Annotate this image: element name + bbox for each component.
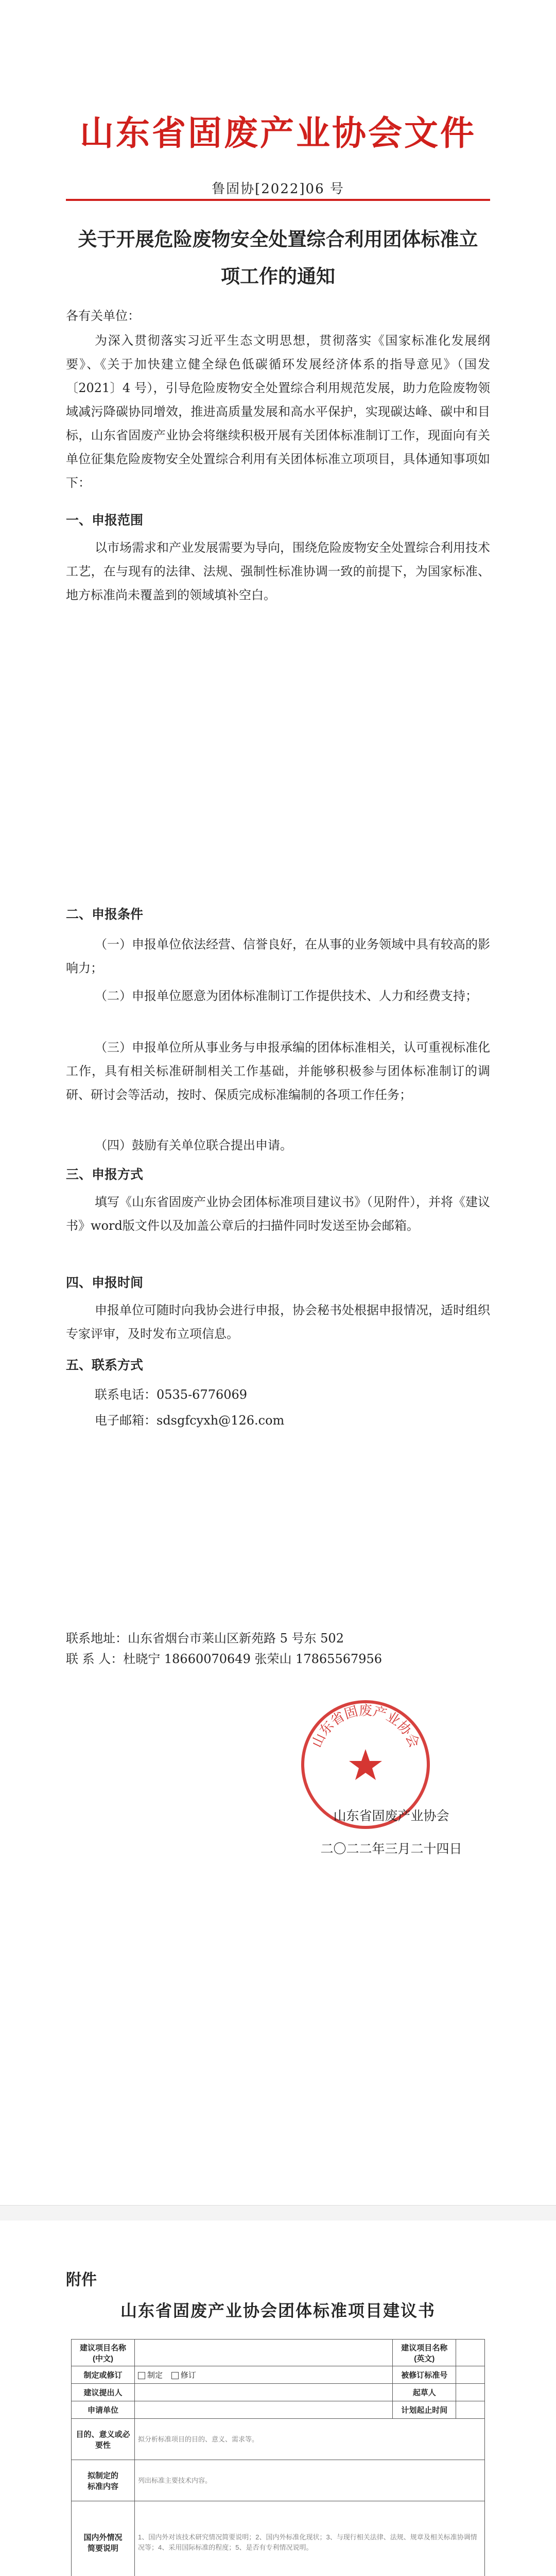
section-2-heading: 二、申报条件 [66, 907, 144, 922]
label-replace: 被修订标准号 [393, 2366, 456, 2384]
section-3-text: 填写《山东省固废产业协会团体标准项目建议书》（见附件），并将《建议书》word版文件以及加盖公章后的扫描件同时发送至协会邮箱。 [66, 1195, 490, 1233]
type-option-revise: 修订 [180, 2371, 196, 2380]
section-2-item-1: （一）申报单位依法经营、信誉良好，在从事的业务领域中具有较高的影响力； [66, 937, 490, 975]
type-option-create: 制定 [147, 2371, 163, 2380]
label-scope: 目的、意义或必要性 [72, 2419, 135, 2460]
red-divider [66, 199, 490, 201]
document-page-2 [0, 2221, 556, 2576]
label-status: 国内外情况 简要说明 [72, 2501, 135, 2576]
section-2-item-2: （二）申报单位愿意为团体标准制订工作提供技术、人力和经费支持； [95, 989, 478, 1003]
label-name-cn: 建议项目名称 (中文) [72, 2340, 135, 2366]
footer-address: 联系地址：山东省烟台市莱山区新苑路 5 号东 502 [66, 1631, 344, 1646]
section-2-item-4: （四）鼓励有关单位联合提出申请。 [95, 1138, 292, 1153]
section-1-heading: 一、申报范围 [66, 513, 144, 528]
section-4-heading: 四、申报时间 [66, 1275, 144, 1290]
section-5-heading: 五、联系方式 [66, 1358, 144, 1372]
label-type: 制定或修订 [72, 2366, 135, 2384]
field-name-cn[interactable] [135, 2340, 393, 2366]
label-tech: 拟制定的 标准内容 [72, 2460, 135, 2501]
field-drafter[interactable] [456, 2384, 485, 2401]
document-number: 鲁固协[2022]06 号 [212, 181, 344, 197]
checkbox-revise[interactable] [171, 2372, 179, 2379]
section-1-text: 以市场需求和产业发展需要为导向，围绕危险废物安全处置综合利用技术工艺，在与现有的法律、法规、强制性标准协调一致的前提下，为国家标准、地方标准尚未覆盖到的领域填补空白。 [66, 540, 490, 602]
page-separator [0, 2205, 556, 2222]
signature-date: 二〇二二年三月二十四日 [320, 1841, 462, 1856]
field-scope[interactable]: 拟分析标准项目的目的、意义、需求等。 [135, 2419, 485, 2460]
label-applicant: 建议提出人 [72, 2384, 135, 2401]
form-title: 山东省固废产业协会团体标准项目建议书 [120, 2301, 436, 2320]
org-title: 山东省固废产业协会文件 [80, 113, 476, 153]
intro-paragraph: 为深入贯彻落实习近平生态文明思想，贯彻落实《国家标准化发展纲要》、《关于加快建立健全绿色低碳循环发展经济体系的指导意见》（国发〔2021〕4 号），引导危险废物安全处置综合利用规范发展，助力危险废物领域减污降碳协同增效，推进高质量发展和高水平保护，实现碳达峰、碳中和目标，山东省固废产业协会将继续积极开展有关团体标准制订工作，现面向有关单位征集危险废物安全处置综合利用有关团体标准立项项目，具体通知事项如下： [66, 333, 490, 490]
field-status[interactable]: 1、国内外对该技术研究情况简要说明；2、国内外标准化现状；3、与现行相关法律、法规、规章及相关标准协调情况等；4、采用国际标准的程度；5、是否有专利情况说明。 [135, 2501, 485, 2576]
field-name-en[interactable] [456, 2340, 485, 2366]
field-applicant[interactable] [135, 2384, 393, 2401]
seal-lettering: 山东省固废产业协会 [309, 1703, 422, 1750]
signature-block [288, 1806, 494, 1857]
contact-phone: 联系电话：0535-6776069 [95, 1387, 248, 1402]
proposal-form-table [71, 2339, 485, 2576]
footer-people: 联 系 人：杜晓宁 18660070649 张荣山 17865567956 [66, 1652, 383, 1666]
field-replace[interactable] [456, 2366, 485, 2384]
field-tech[interactable]: 列出标准主要技术内容。 [135, 2460, 485, 2501]
salutation: 各有关单位： [66, 309, 140, 323]
field-plan[interactable] [456, 2401, 485, 2419]
signature-org: 山东省固废产业协会 [333, 1808, 449, 1823]
label-proposer: 申请单位 [72, 2401, 135, 2419]
section-2-item-3: （三）申报单位所从事业务与申报承编的团体标准相关，认可重视标准化工作，具有相关标准研制相关工作基础，并能够积极参与团体标准制订的调研、研讨会等活动，按时、保质完成标准编制的各项工作任务； [66, 1040, 490, 1102]
checkbox-create[interactable] [138, 2372, 145, 2379]
footer-contact [66, 1628, 382, 1669]
label-name-en: 建议项目名称 (英文) [393, 2340, 456, 2366]
contact-email: 电子邮箱：sdsgfcyxh@126.com [95, 1413, 285, 1428]
document-title: 关于开展危险废物安全处置综合利用团体标准立项工作的通知 [78, 228, 478, 287]
section-3-heading: 三、申报方式 [66, 1167, 144, 1182]
label-plan: 计划起止时间 [393, 2401, 456, 2419]
field-type[interactable] [135, 2366, 393, 2384]
section-4-text: 申报单位可随时向我协会进行申报，协会秘书处根据申报情况，适时组织专家评审，及时发布立项信息。 [66, 1303, 490, 1341]
field-proposer[interactable] [135, 2401, 393, 2419]
attachment-label: 附件 [66, 2271, 97, 2289]
label-drafter: 起草人 [393, 2384, 456, 2401]
